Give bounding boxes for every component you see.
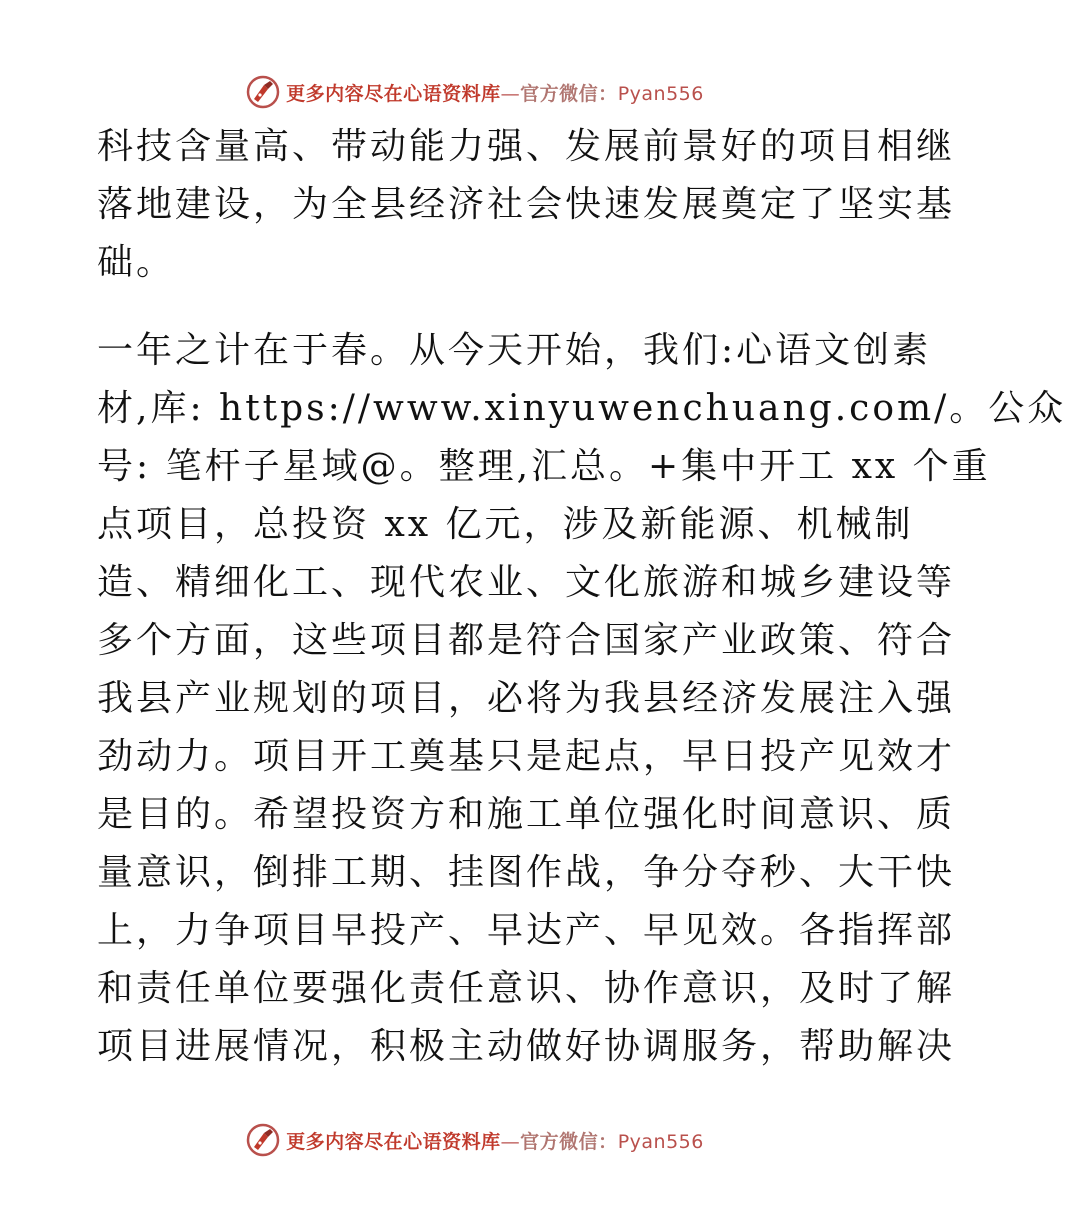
text-line: 科技含量高、带动能力强、发展前景好的项目相继: [97, 126, 956, 167]
text-line: 础。: [97, 242, 176, 283]
footer-wechat-label: 官方微信：: [520, 1130, 618, 1153]
paragraph-gap: [97, 292, 857, 322]
text-line: 是目的。希望投资方和施工单位强化时间意识、质: [97, 794, 956, 835]
footer-banner: [0, 1120, 950, 1160]
footer-separator: —: [500, 1130, 521, 1153]
text-line: 造、精细化工、现代农业、文化旅游和城乡建设等: [97, 562, 956, 603]
paragraph-1: [97, 118, 956, 292]
header-wechat-label: 官方微信：: [520, 82, 618, 105]
document-body: [97, 118, 1066, 1076]
text-line: 我县产业规划的项目，必将为我县经济发展注入强: [97, 678, 956, 719]
text-line: 落地建设，为全县经济社会快速发展奠定了坚实基: [97, 184, 956, 225]
text-line: 项目进展情况，积极主动做好协调服务，帮助解决: [97, 1026, 956, 1067]
header-banner: [0, 72, 950, 112]
text-line: 和责任单位要强化责任意识、协作意识，及时了解: [97, 968, 956, 1009]
header-brand: 更多内容尽在心语资料库: [286, 82, 501, 105]
text-line: 一年之计在于春。从今天开始，我们:心语文创素: [97, 330, 932, 371]
footer-account: Pyan556: [617, 1130, 704, 1153]
text-line: 材,库: https://www.xinyuwenchuang.com/。公众: [97, 388, 1066, 429]
header-banner-text: [286, 79, 704, 106]
footer-banner-text: [286, 1127, 704, 1154]
paragraph-2: [97, 322, 1066, 1076]
footer-brand: 更多内容尽在心语资料库: [286, 1130, 501, 1153]
text-line: 号: 笔杆子星域@。整理,汇总。+集中开工 xx 个重: [97, 446, 991, 487]
text-line: 上，力争项目早投产、早达产、早见效。各指挥部: [97, 910, 956, 951]
text-line: 量意识，倒排工期、挂图作战，争分夺秒、大干快: [97, 852, 956, 893]
header-account: Pyan556: [617, 82, 704, 105]
pen-nib-logo-icon: [246, 75, 280, 109]
text-line: 多个方面，这些项目都是符合国家产业政策、符合: [97, 620, 956, 661]
pen-nib-logo-icon: [246, 1123, 280, 1157]
header-separator: —: [500, 82, 521, 105]
text-line: 点项目，总投资 xx 亿元，涉及新能源、机械制: [97, 504, 914, 545]
text-line: 劲动力。项目开工奠基只是起点，早日投产见效才: [97, 736, 956, 777]
